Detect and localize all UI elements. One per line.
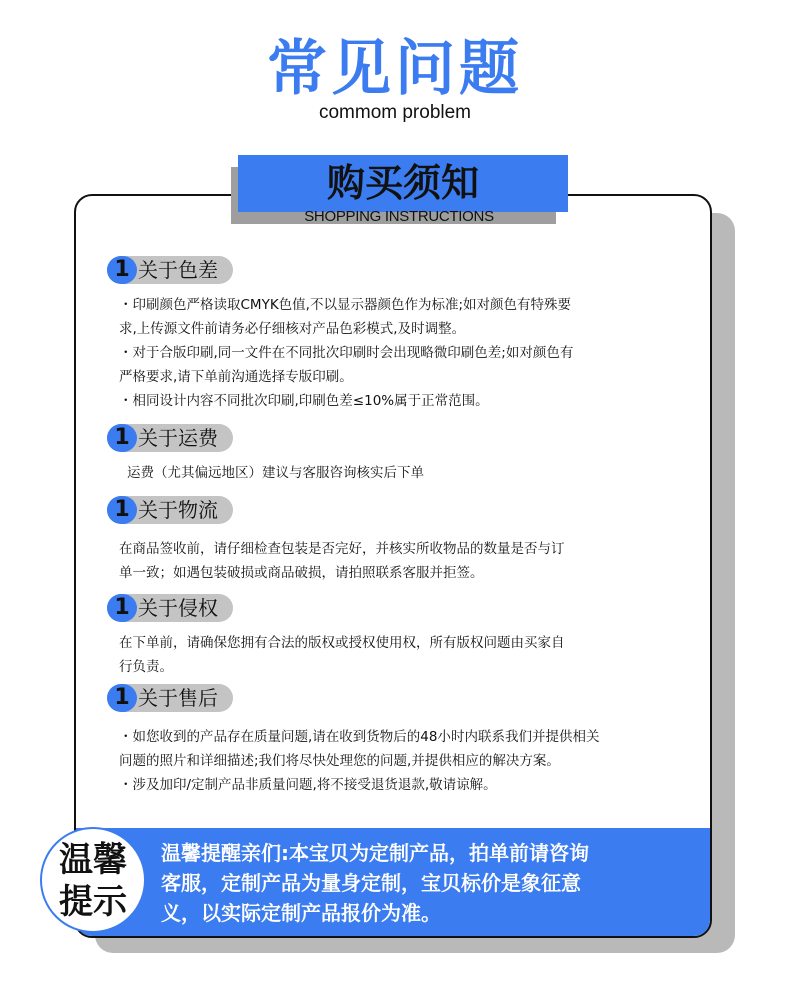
section-body bbox=[107, 631, 697, 679]
section-line: 运费（尤其偏远地区）建议与客服咨询核实后下单 bbox=[127, 465, 424, 481]
section-line: 在下单前，请确保您拥有合法的版权或授权使用权，所有版权问题由买家自 bbox=[119, 635, 565, 651]
section-number-badge: 1 bbox=[107, 496, 137, 524]
section-body bbox=[107, 725, 697, 797]
section-line: ・印刷颜色严格读取CMYK色值,不以显示器颜色作为标准;如对颜色有特殊要 bbox=[119, 297, 572, 313]
section-line: 严格要求,请下单前沟通选择专版印刷。 bbox=[119, 369, 353, 385]
section-header bbox=[107, 424, 697, 452]
tip-bar bbox=[76, 828, 712, 938]
section-body bbox=[107, 537, 697, 585]
tip-label-line: 温馨 bbox=[59, 840, 127, 880]
section-line: ・涉及加印/定制产品非质量问题,将不接受退货退款,敬请谅解。 bbox=[119, 777, 497, 793]
section-title: 关于侵权 bbox=[138, 596, 218, 620]
section-line: 问题的照片和详细描述;我们将尽快处理您的问题,并提供相应的解决方案。 bbox=[119, 753, 560, 769]
section-infringement bbox=[107, 594, 697, 679]
section-title: 关于售后 bbox=[138, 686, 218, 710]
section-number-badge: 1 bbox=[107, 424, 137, 452]
section-title: 关于物流 bbox=[138, 498, 218, 522]
tip-line: 义，以实际定制产品报价为准。 bbox=[161, 901, 441, 925]
section-line: 单一致；如遇包装破损或商品破损，请拍照联系客服并拒签。 bbox=[119, 565, 484, 581]
tip-badge bbox=[40, 827, 146, 933]
tip-line: 温馨提醒亲们:本宝贝为定制产品，拍单前请咨询 bbox=[161, 841, 589, 865]
section-color-difference bbox=[107, 256, 697, 413]
tip-label bbox=[42, 839, 144, 923]
section-line: ・相同设计内容不同批次印刷,印刷色差≤10%属于正常范围。 bbox=[119, 393, 489, 409]
section-title: 关于运费 bbox=[138, 426, 218, 450]
page-subtitle: commom problem bbox=[318, 102, 472, 123]
section-line: 求,上传源文件前请务必仔细核对产品色彩模式,及时调整。 bbox=[119, 321, 466, 337]
section-header bbox=[107, 684, 697, 712]
section-line: ・对于合版印刷,同一文件在不同批次印刷时会出现略微印刷色差;如对颜色有 bbox=[119, 345, 574, 361]
section-line: 行负责。 bbox=[119, 659, 173, 675]
section-header bbox=[107, 256, 697, 284]
section-shipping-fee bbox=[107, 424, 697, 485]
section-number-badge: 1 bbox=[107, 594, 137, 622]
tip-line: 客服，定制产品为量身定制，宝贝标价是象征意 bbox=[161, 871, 581, 895]
tip-label-line: 提示 bbox=[59, 882, 127, 922]
section-number-badge: 1 bbox=[107, 684, 137, 712]
section-number-badge: 1 bbox=[107, 256, 137, 284]
section-after-sales bbox=[107, 684, 697, 797]
section-header bbox=[107, 496, 697, 524]
section-title: 关于色差 bbox=[138, 258, 218, 282]
tip-text bbox=[161, 838, 701, 928]
section-body bbox=[107, 461, 697, 485]
section-header bbox=[107, 594, 697, 622]
banner-subtitle: SHOPPING INSTRUCTIONS bbox=[304, 208, 494, 225]
page-title: 常见问题 bbox=[267, 34, 523, 104]
section-body bbox=[107, 293, 697, 413]
section-line: 在商品签收前，请仔细检查包装是否完好，并核实所收物品的数量是否与订 bbox=[119, 541, 565, 557]
section-line: ・如您收到的产品存在质量问题,请在收到货物后的48小时内联系我们并提供相关 bbox=[119, 729, 600, 745]
section-logistics bbox=[107, 496, 697, 585]
banner-title: 购买须知 bbox=[238, 155, 568, 212]
